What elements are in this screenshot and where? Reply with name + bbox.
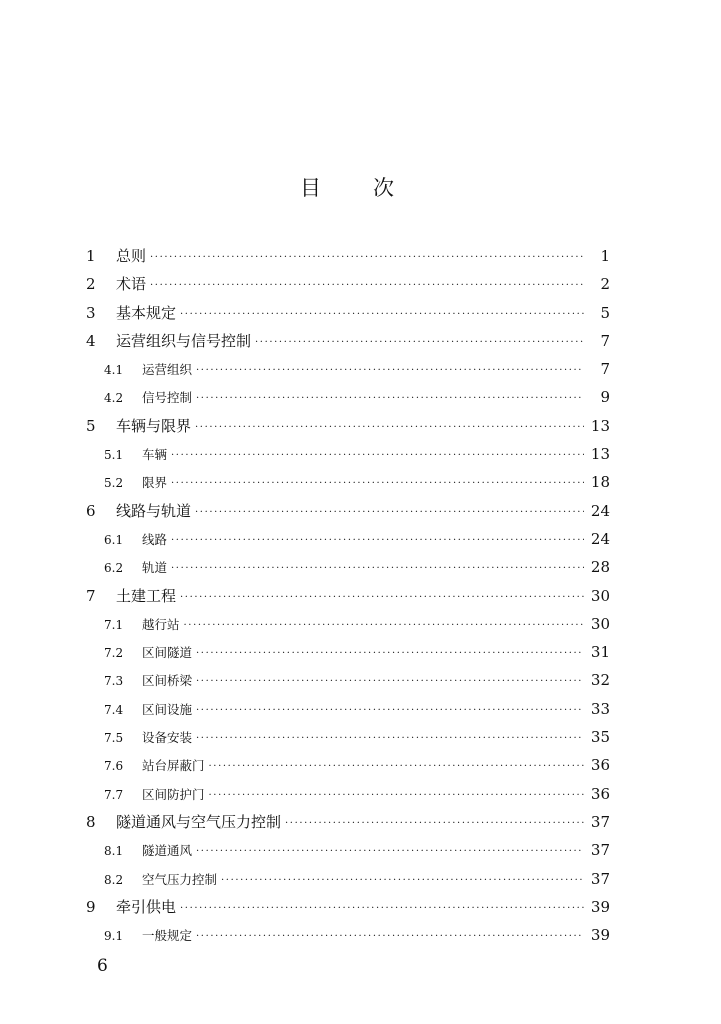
toc-entry-page: 9 <box>600 388 610 407</box>
toc-section-entry[interactable] <box>84 865 610 893</box>
toc-entry-number: 8.2 <box>104 872 124 887</box>
toc-entry-number: 8 <box>86 812 96 831</box>
toc-entry-label: 线路 <box>142 531 168 547</box>
toc-entry-number: 3 <box>86 303 96 322</box>
toc-entry-number: 5.1 <box>104 448 124 463</box>
toc-entry-label: 轨道 <box>142 560 168 576</box>
toc-entry-label: 运营组织与信号控制 <box>116 331 252 350</box>
toc-section-entry[interactable] <box>84 666 610 694</box>
toc-leader-dots <box>180 895 584 923</box>
toc-entry-number: 7.7 <box>104 787 124 802</box>
toc-entry-label: 隧道通风与空气压力控制 <box>116 812 282 831</box>
toc-leader-dots <box>171 555 584 583</box>
toc-entry-page: 35 <box>590 728 610 747</box>
toc-entry-number: 7.6 <box>104 759 124 774</box>
toc-chapter-entry[interactable] <box>84 299 610 327</box>
toc-entry-number: 7.4 <box>104 702 124 717</box>
toc-entry-number: 6 <box>86 501 96 520</box>
toc-title-part1: 目 <box>300 176 321 200</box>
toc-leader-dots <box>195 414 584 442</box>
toc-entry-number: 6.1 <box>104 532 124 547</box>
toc-entry-page: 30 <box>590 586 610 605</box>
toc-chapter-entry[interactable] <box>84 412 610 440</box>
toc-entry-page: 37 <box>590 841 610 860</box>
toc-entry-page: 28 <box>590 558 610 577</box>
toc-chapter-entry[interactable] <box>84 497 610 525</box>
toc-entry-label: 术语 <box>116 275 147 294</box>
toc-entry-label: 车辆 <box>142 447 168 463</box>
toc-leader-dots <box>196 838 584 866</box>
toc-entry-number: 7.2 <box>104 646 124 661</box>
toc-chapter-entry[interactable] <box>84 327 610 355</box>
toc-leader-dots <box>180 301 584 329</box>
toc-section-entry[interactable] <box>84 723 610 751</box>
toc-entry-page: 36 <box>590 784 610 803</box>
toc-entry-label: 运营组织 <box>142 362 193 378</box>
toc-entry-page: 37 <box>590 812 610 831</box>
toc-leader-dots <box>196 668 584 696</box>
toc-leader-dots <box>196 923 584 951</box>
toc-section-entry[interactable] <box>84 610 610 638</box>
toc-entry-page: 13 <box>590 416 610 435</box>
toc-entry-page: 32 <box>590 671 610 690</box>
toc-entry-label: 区间桥梁 <box>142 673 193 689</box>
toc-entry-number: 1 <box>86 247 96 265</box>
toc-entry-label: 车辆与限界 <box>116 416 192 435</box>
toc-leader-dots <box>184 612 584 640</box>
toc-entry-label: 一般规定 <box>142 928 193 944</box>
toc-leader-dots <box>150 244 584 272</box>
toc-section-entry[interactable] <box>84 355 610 383</box>
toc-entry-number: 8.1 <box>104 844 124 859</box>
toc-entry-page: 2 <box>600 275 610 294</box>
toc-entry-page: 24 <box>590 501 610 520</box>
toc-leader-dots <box>171 470 584 498</box>
toc-entry-page: 5 <box>600 303 610 322</box>
toc-leader-dots <box>209 753 584 781</box>
toc-entry-label: 土建工程 <box>116 586 177 605</box>
toc-chapter-entry[interactable] <box>84 242 610 270</box>
toc-entry-page: 1 <box>600 247 610 265</box>
toc-entry-label: 越行站 <box>142 616 180 632</box>
toc-leader-dots <box>221 867 584 895</box>
toc-entry-page: 37 <box>590 869 610 888</box>
toc-entry-label: 区间隧道 <box>142 645 193 661</box>
toc-entry-page: 13 <box>590 445 610 464</box>
toc-entry-page: 7 <box>600 331 610 350</box>
toc-entry-label: 基本规定 <box>116 303 177 322</box>
toc-entry-page: 31 <box>590 643 610 662</box>
toc-leader-dots <box>150 272 584 300</box>
toc-title-part2: 次 <box>373 176 394 200</box>
toc-entry-number: 5 <box>86 416 96 435</box>
toc-entry-label: 空气压力控制 <box>142 871 218 887</box>
toc-leader-dots <box>196 697 584 725</box>
toc-entry-page: 18 <box>590 473 610 492</box>
toc-entry-label: 隧道通风 <box>142 843 193 859</box>
toc-section-entry[interactable] <box>84 638 610 666</box>
toc-entry-page: 7 <box>600 360 610 379</box>
toc-chapter-entry[interactable] <box>84 893 610 921</box>
toc-entry-page: 39 <box>590 926 610 945</box>
toc-leader-dots <box>195 499 584 527</box>
toc-entry-number: 6.2 <box>104 561 124 576</box>
toc-entry-page: 33 <box>590 699 610 718</box>
toc-section-entry[interactable] <box>84 525 610 553</box>
toc-section-entry[interactable] <box>84 383 610 411</box>
toc-section-entry[interactable] <box>84 468 610 496</box>
table-of-contents <box>84 242 610 949</box>
toc-entry-page: 24 <box>590 529 610 548</box>
toc-entry-label: 区间防护门 <box>142 786 205 802</box>
page-number: 6 <box>97 956 108 976</box>
toc-entry-label: 站台屏蔽门 <box>142 758 205 774</box>
toc-entry-label: 牵引供电 <box>116 897 177 916</box>
toc-leader-dots <box>285 810 584 838</box>
toc-leader-dots <box>180 584 584 612</box>
toc-leader-dots <box>171 442 584 470</box>
toc-entry-page: 30 <box>590 614 610 633</box>
toc-entry-label: 设备安装 <box>142 730 193 746</box>
toc-entry-number: 7.1 <box>104 617 124 632</box>
toc-entry-number: 4.2 <box>104 391 124 406</box>
toc-entry-number: 9.1 <box>104 929 124 944</box>
toc-leader-dots <box>171 527 584 555</box>
toc-entry-number: 7 <box>86 586 96 605</box>
toc-chapter-entry[interactable] <box>84 582 610 610</box>
toc-section-entry[interactable] <box>84 751 610 779</box>
toc-entry-page: 36 <box>590 756 610 775</box>
toc-entry-number: 4.1 <box>104 363 124 378</box>
toc-entry-number: 4 <box>86 331 96 350</box>
toc-entry-number: 7.5 <box>104 731 124 746</box>
toc-entry-label: 区间设施 <box>142 701 193 717</box>
toc-leader-dots <box>196 640 584 668</box>
toc-entry-label: 信号控制 <box>142 390 193 406</box>
toc-section-entry[interactable] <box>84 440 610 468</box>
toc-section-entry[interactable] <box>84 695 610 723</box>
toc-entry-page: 39 <box>590 897 610 916</box>
toc-entry-number: 9 <box>86 897 96 916</box>
toc-section-entry[interactable] <box>84 836 610 864</box>
toc-leader-dots <box>209 782 584 810</box>
toc-leader-dots <box>255 329 584 357</box>
toc-chapter-entry[interactable] <box>84 270 610 298</box>
toc-entry-number: 7.3 <box>104 674 124 689</box>
toc-entry-number: 5.2 <box>104 476 124 491</box>
toc-entry-label: 总则 <box>116 247 147 265</box>
toc-leader-dots <box>196 357 584 385</box>
toc-chapter-entry[interactable] <box>84 808 610 836</box>
toc-entry-label: 线路与轨道 <box>116 501 192 520</box>
toc-section-entry[interactable] <box>84 921 610 949</box>
toc-leader-dots <box>196 725 584 753</box>
toc-entry-number: 2 <box>86 275 96 294</box>
toc-entry-label: 限界 <box>142 475 168 491</box>
toc-leader-dots <box>196 385 584 413</box>
toc-section-entry[interactable] <box>84 780 610 808</box>
toc-section-entry[interactable] <box>84 553 610 581</box>
